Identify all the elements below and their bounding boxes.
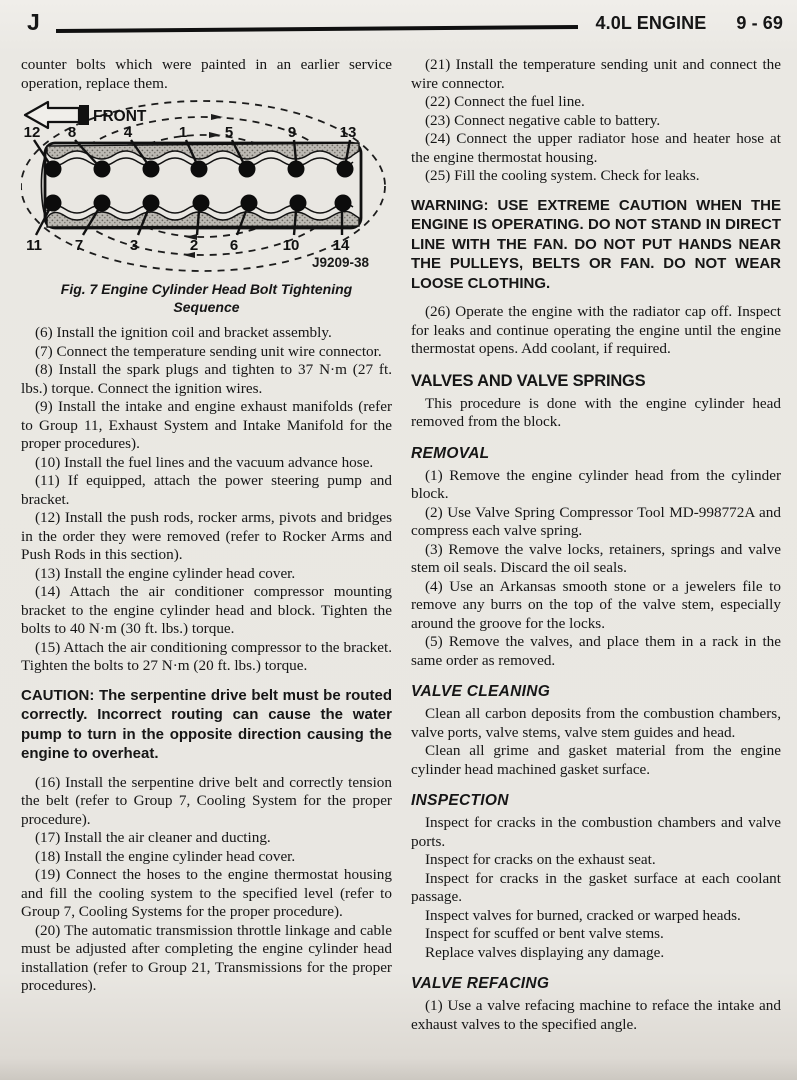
header-right <box>596 13 783 34</box>
bolt <box>335 195 352 212</box>
step-paragraph: (25) Fill the cooling system. Check for leaks. <box>425 167 700 184</box>
section-heading-valves: VALVES AND VALVE SPRINGS <box>411 371 646 390</box>
bolt <box>239 161 256 178</box>
bolt-number: 7 <box>74 237 84 254</box>
step-paragraph: (9) Install the intake and engine exhaust manifolds (refer to Group 11, Exhaust System and Intake Manifold for the proper procedures). <box>21 398 392 452</box>
two-column-layout <box>21 56 781 1034</box>
step-paragraph: (20) The automatic transmission throttle linkage and cable must be adjusted after completing the engine cylinder head installation (refer to Group 21, Transmissions for the proper procedures). <box>21 921 392 995</box>
step-paragraph: (10) Install the fuel lines and the vacuum advance hose. <box>35 453 374 471</box>
step-paragraph: (1) Remove the engine cylinder head from the cylinder block. <box>411 466 781 503</box>
bolt-number: 4 <box>123 124 133 141</box>
step-paragraph: (13) Install the engine cylinder head cover. <box>35 564 296 582</box>
body-paragraph: Replace valves displaying any damage. <box>425 943 665 961</box>
step-paragraph: (15) Attach the air conditioning compressor to the bracket. Tighten the bolts to 27 N·m (20 ft. lbs.) torque. <box>21 638 392 674</box>
bolt <box>337 161 354 178</box>
bolt-number: 10 <box>282 237 300 254</box>
page-number: 9 - 69 <box>736 13 783 33</box>
bolt <box>45 195 62 212</box>
step-paragraph: (18) Install the engine cylinder head cover. <box>35 847 296 865</box>
step-paragraph: (5) Remove the valves, and place them in a rack in the same order as removed. <box>411 633 781 669</box>
bolt-number: 5 <box>224 124 234 141</box>
figure-7 <box>21 99 392 316</box>
step-paragraph: (7) Connect the temperature sending unit wire connector. <box>35 342 382 360</box>
bolt <box>45 161 62 178</box>
bolt-number: 6 <box>229 237 239 254</box>
body-paragraph: Inspect for cracks on the exhaust seat. <box>425 851 656 869</box>
body-paragraph: Clean all carbon deposits from the combustion chambers, valve ports, valve stems, valve stem guides and head. <box>411 705 781 741</box>
bolt <box>94 195 111 212</box>
step-paragraph: (22) Connect the fuel line. <box>425 93 585 110</box>
bolt-number: 14 <box>332 237 350 254</box>
figure-caption-line1: Fig. 7 Engine Cylinder Head Bolt Tightening <box>60 281 353 297</box>
header-rule <box>56 25 578 33</box>
step-paragraph: (14) Attach the air conditioner compressor mounting bracket to the engine cylinder head and block. Tighten the bolts to 40 N·m (30 ft. lbs.) torque. <box>21 583 392 637</box>
front-label: FRONT <box>93 108 147 125</box>
subheading-valve-refacing: VALVE REFACING <box>411 975 550 993</box>
step-paragraph: (6) Install the ignition coil and bracket assembly. <box>35 324 332 341</box>
step-paragraph: (2) Use Valve Spring Compressor Tool MD-998772A and compress each valve spring. <box>411 503 781 540</box>
step-paragraph: (26) Operate the engine with the radiator cap off. Inspect for leaks and continue operating the engine until the engine thermostat opens. Add coolant, if required. <box>411 303 781 358</box>
bolt <box>290 195 307 212</box>
page-header <box>0 6 797 48</box>
step-paragraph: (8) Install the spark plugs and tighten to 37 N·m (27 ft. lbs.) torque. Connect the ignition wires. <box>21 361 392 397</box>
step-paragraph: (16) Install the serpentine drive belt and correctly tension the belt (refer to Group 7, Cooling System for the proper procedure). <box>21 773 392 828</box>
bolt-number: 9 <box>287 124 297 141</box>
bolt <box>241 195 258 212</box>
figure-caption <box>21 281 392 316</box>
bolt-number: 8 <box>67 124 77 141</box>
bolt-sequence-diagram <box>21 99 396 276</box>
subheading-removal: REMOVAL <box>411 444 490 462</box>
body-paragraph: Inspect for cracks in the combustion chambers and valve ports. <box>411 814 781 850</box>
step-paragraph: (11) If equipped, attach the power steering pump and bracket. <box>21 472 392 508</box>
bolt <box>191 161 208 178</box>
left-column <box>21 56 392 1034</box>
step-paragraph: (17) Install the air cleaner and ducting. <box>35 829 271 847</box>
bolt-number: 13 <box>339 124 357 141</box>
body-paragraph: Inspect for cracks in the gasket surface at each coolant passage. <box>411 869 781 906</box>
right-column <box>411 56 781 1034</box>
step-paragraph: (23) Connect negative cable to battery. <box>425 111 661 129</box>
intro-paragraph: counter bolts which were painted in an earlier service operation, replace them. <box>21 56 392 92</box>
step-paragraph: (4) Use an Arkansas smooth stone or a jewelers file to remove any burrs on the top of the valve stem, especially around the groove for the locks. <box>411 577 781 632</box>
step-paragraph: (24) Connect the upper radiator hose and heater hose at the engine thermostat housing. <box>411 130 781 166</box>
warning-paragraph: WARNING: USE EXTREME CAUTION WHEN THE ENGINE IS OPERATING. DO NOT STAND IN DIRECT LINE WITH THE FAN. DO NOT PUT HANDS NEAR THE PULLEYS, BELTS OR FAN. DO NOT WEAR LOOSE CLOTHING. <box>411 196 781 292</box>
bolt <box>288 161 305 178</box>
section-letter: J <box>27 9 40 35</box>
subheading-valve-cleaning: VALVE CLEANING <box>411 683 551 701</box>
bolt-number: 1 <box>178 124 188 141</box>
body-paragraph: Clean all grime and gasket material from the engine cylinder head machined gasket surface. <box>411 742 781 778</box>
bolt-number: 2 <box>189 237 199 254</box>
header-title: 4.0L ENGINE <box>595 13 707 33</box>
bolt <box>143 195 160 212</box>
caution-paragraph: CAUTION: The serpentine drive belt must be routed correctly. Incorrect routing can cause the water pump to turn in the opposite direction causing the engine to overheat. <box>21 686 392 763</box>
step-paragraph: (12) Install the push rods, rocker arms, pivots and bridges in the order they were removed (refer to Rocker Arms and Push Rods in this section). <box>21 509 392 563</box>
step-paragraph: (1) Use a valve refacing machine to reface the intake and exhaust valves to the specified angle. <box>411 997 781 1033</box>
figure-caption-line2: Sequence <box>173 298 240 315</box>
step-paragraph: (21) Install the temperature sending unit and connect the wire connector. <box>411 56 781 92</box>
figure-code: J9209-38 <box>311 255 369 270</box>
bolt-number: 12 <box>23 124 41 141</box>
section-intro-paragraph: This procedure is done with the engine cylinder head removed from the block. <box>411 394 781 431</box>
bolt-number: 3 <box>129 237 139 254</box>
step-paragraph: (19) Connect the hoses to the engine thermostat housing and fill the cooling system to the specified level (refer to Group 7, Cooling Systems for the proper procedure). <box>21 866 392 921</box>
bolt <box>193 195 210 212</box>
bottom-bolt-numbers <box>26 237 350 254</box>
body-paragraph: Inspect valves for burned, cracked or warped heads. <box>425 906 741 924</box>
bolt <box>143 161 160 178</box>
step-paragraph: (3) Remove the valve locks, retainers, springs and valve stem oil seals. Discard the oil seals. <box>411 540 781 577</box>
bolt-number: 11 <box>26 237 42 254</box>
subheading-inspection: INSPECTION <box>411 792 509 810</box>
body-paragraph: Inspect for scuffed or bent valve stems. <box>425 925 664 943</box>
